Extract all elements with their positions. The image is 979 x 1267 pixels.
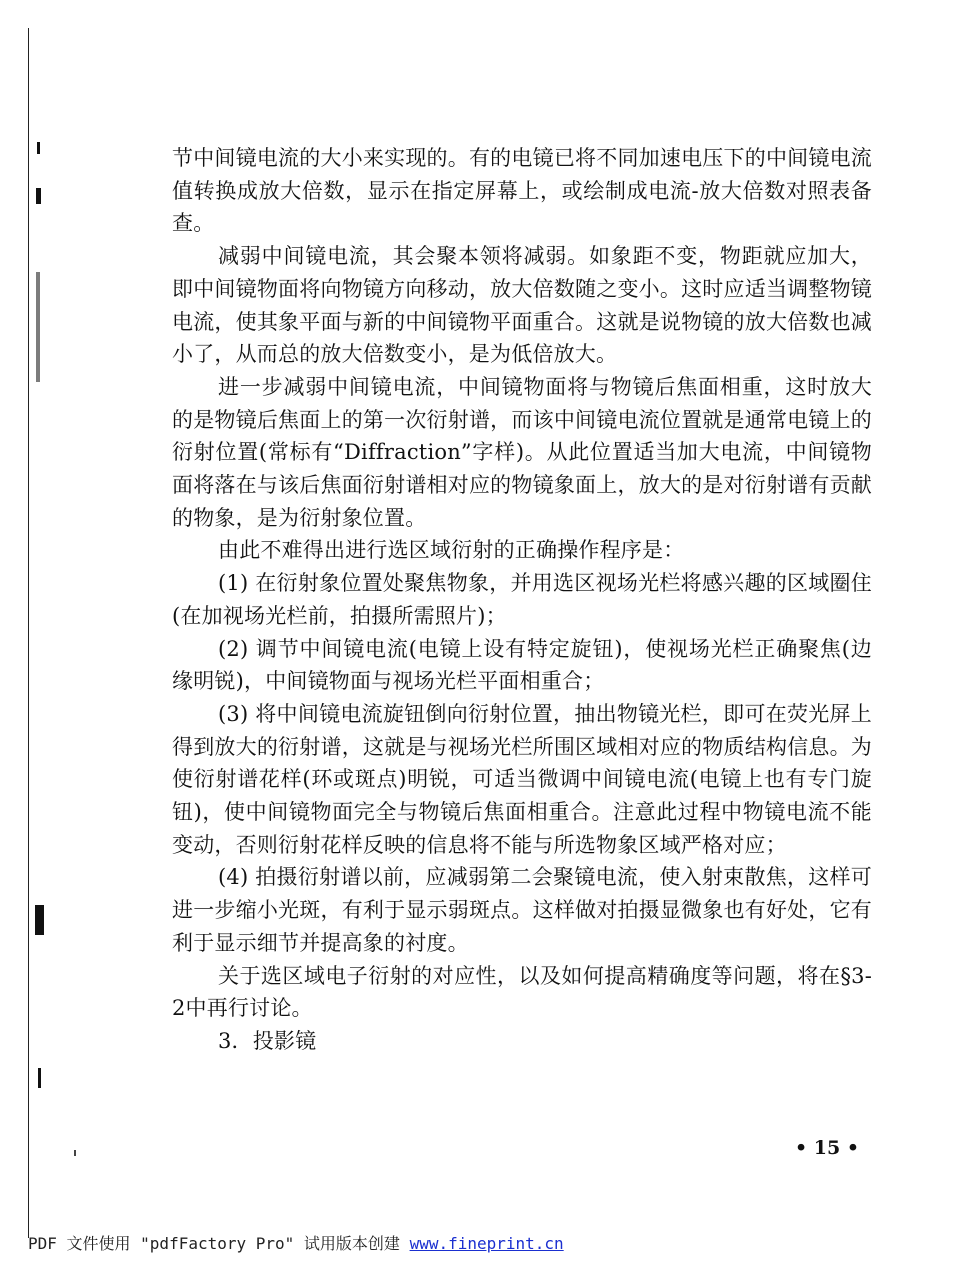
paragraph: 进一步减弱中间镜电流，中间镜物面将与物镜后焦面相重，这时放大的是物镜后焦面上的第一次衍射谱，而该中间镜电流位置就是通常电镜上的衍射位置(常标有“Diffraction”字样)。从此位置适当加大电流，中间镜物面将落在与该后焦面衍射谱相对应的物镜象面上，放大的是对衍射谱有贡献的物象，是为衍射象位置。: [172, 374, 872, 530]
footer-text: PDF 文件使用 "pdfFactory Pro" 试用版本创建: [28, 1234, 410, 1253]
list-item: (1) 在衍射象位置处聚焦物象，并用选区视场光栏将感兴趣的区域圈住(在加视场光栏前，拍摄所需照片)；: [172, 571, 872, 628]
page-number: • 15 •: [795, 1137, 859, 1159]
margin-scan-mark: [37, 142, 40, 154]
footer-link[interactable]: www.fineprint.cn: [409, 1234, 564, 1253]
paragraph: 节中间镜电流的大小来实现的。有的电镜已将不同加速电压下的中间镜电流值转换成放大倍数，显示在指定屏幕上，或绘制成电流-放大倍数对照表备查。: [172, 146, 872, 236]
list-item: (3) 将中间镜电流旋钮倒向衍射位置，抽出物镜光栏，即可在荧光屏上得到放大的衍射谱，这就是与视场光栏所围区域相对应的物质结构信息。为使衍射谱花样(环或斑点)明锐，可适当微调中间镜电流(电镜上也有专门旋钮)，使中间镜物面完全与物镜后焦面相重合。注意此过程中物镜电流不能变动，否则衍射花样反映的信息将不能与所选物象区域严格对应；: [172, 701, 872, 857]
margin-scan-mark: [36, 188, 41, 204]
binding-edge-line: [28, 28, 29, 1238]
scan-dot: [74, 1150, 76, 1156]
paragraph: 关于选区域电子衍射的对应性，以及如何提高精确度等问题，将在§3-2中再行讨论。: [172, 963, 872, 1021]
margin-scan-mark: [36, 272, 40, 382]
margin-scan-mark: [35, 905, 44, 935]
section-heading: 3．投影镜: [218, 1028, 317, 1053]
paragraph: 减弱中间镜电流，其会聚本领将减弱。如象距不变，物距就应加大，即中间镜物面将向物镜方向移动，放大倍数随之变小。这时应适当调整物镜电流，使其象平面与新的中间镜物平面重合。这就是说物镜的放大倍数也减小了，从而总的放大倍数变小，是为低倍放大。: [172, 244, 872, 367]
page-body: [172, 142, 872, 1058]
margin-scan-mark: [38, 1068, 41, 1088]
list-item: (2) 调节中间镜电流(电镜上设有特定旋钮)，使视场光栏正确聚焦(边缘明锐)，中间镜物面与视场光栏平面相重合；: [172, 636, 872, 694]
paragraph: 由此不难得出进行选区域衍射的正确操作程序是：: [218, 538, 685, 563]
list-item: (4) 拍摄衍射谱以前，应减弱第二会聚镜电流，使入射束散焦，这样可进一步缩小光斑，有利于显示弱斑点。这样做对拍摄显微象也有好处，它有利于显示细节并提高象的衬度。: [172, 865, 872, 955]
pdf-footer: [28, 1231, 564, 1254]
